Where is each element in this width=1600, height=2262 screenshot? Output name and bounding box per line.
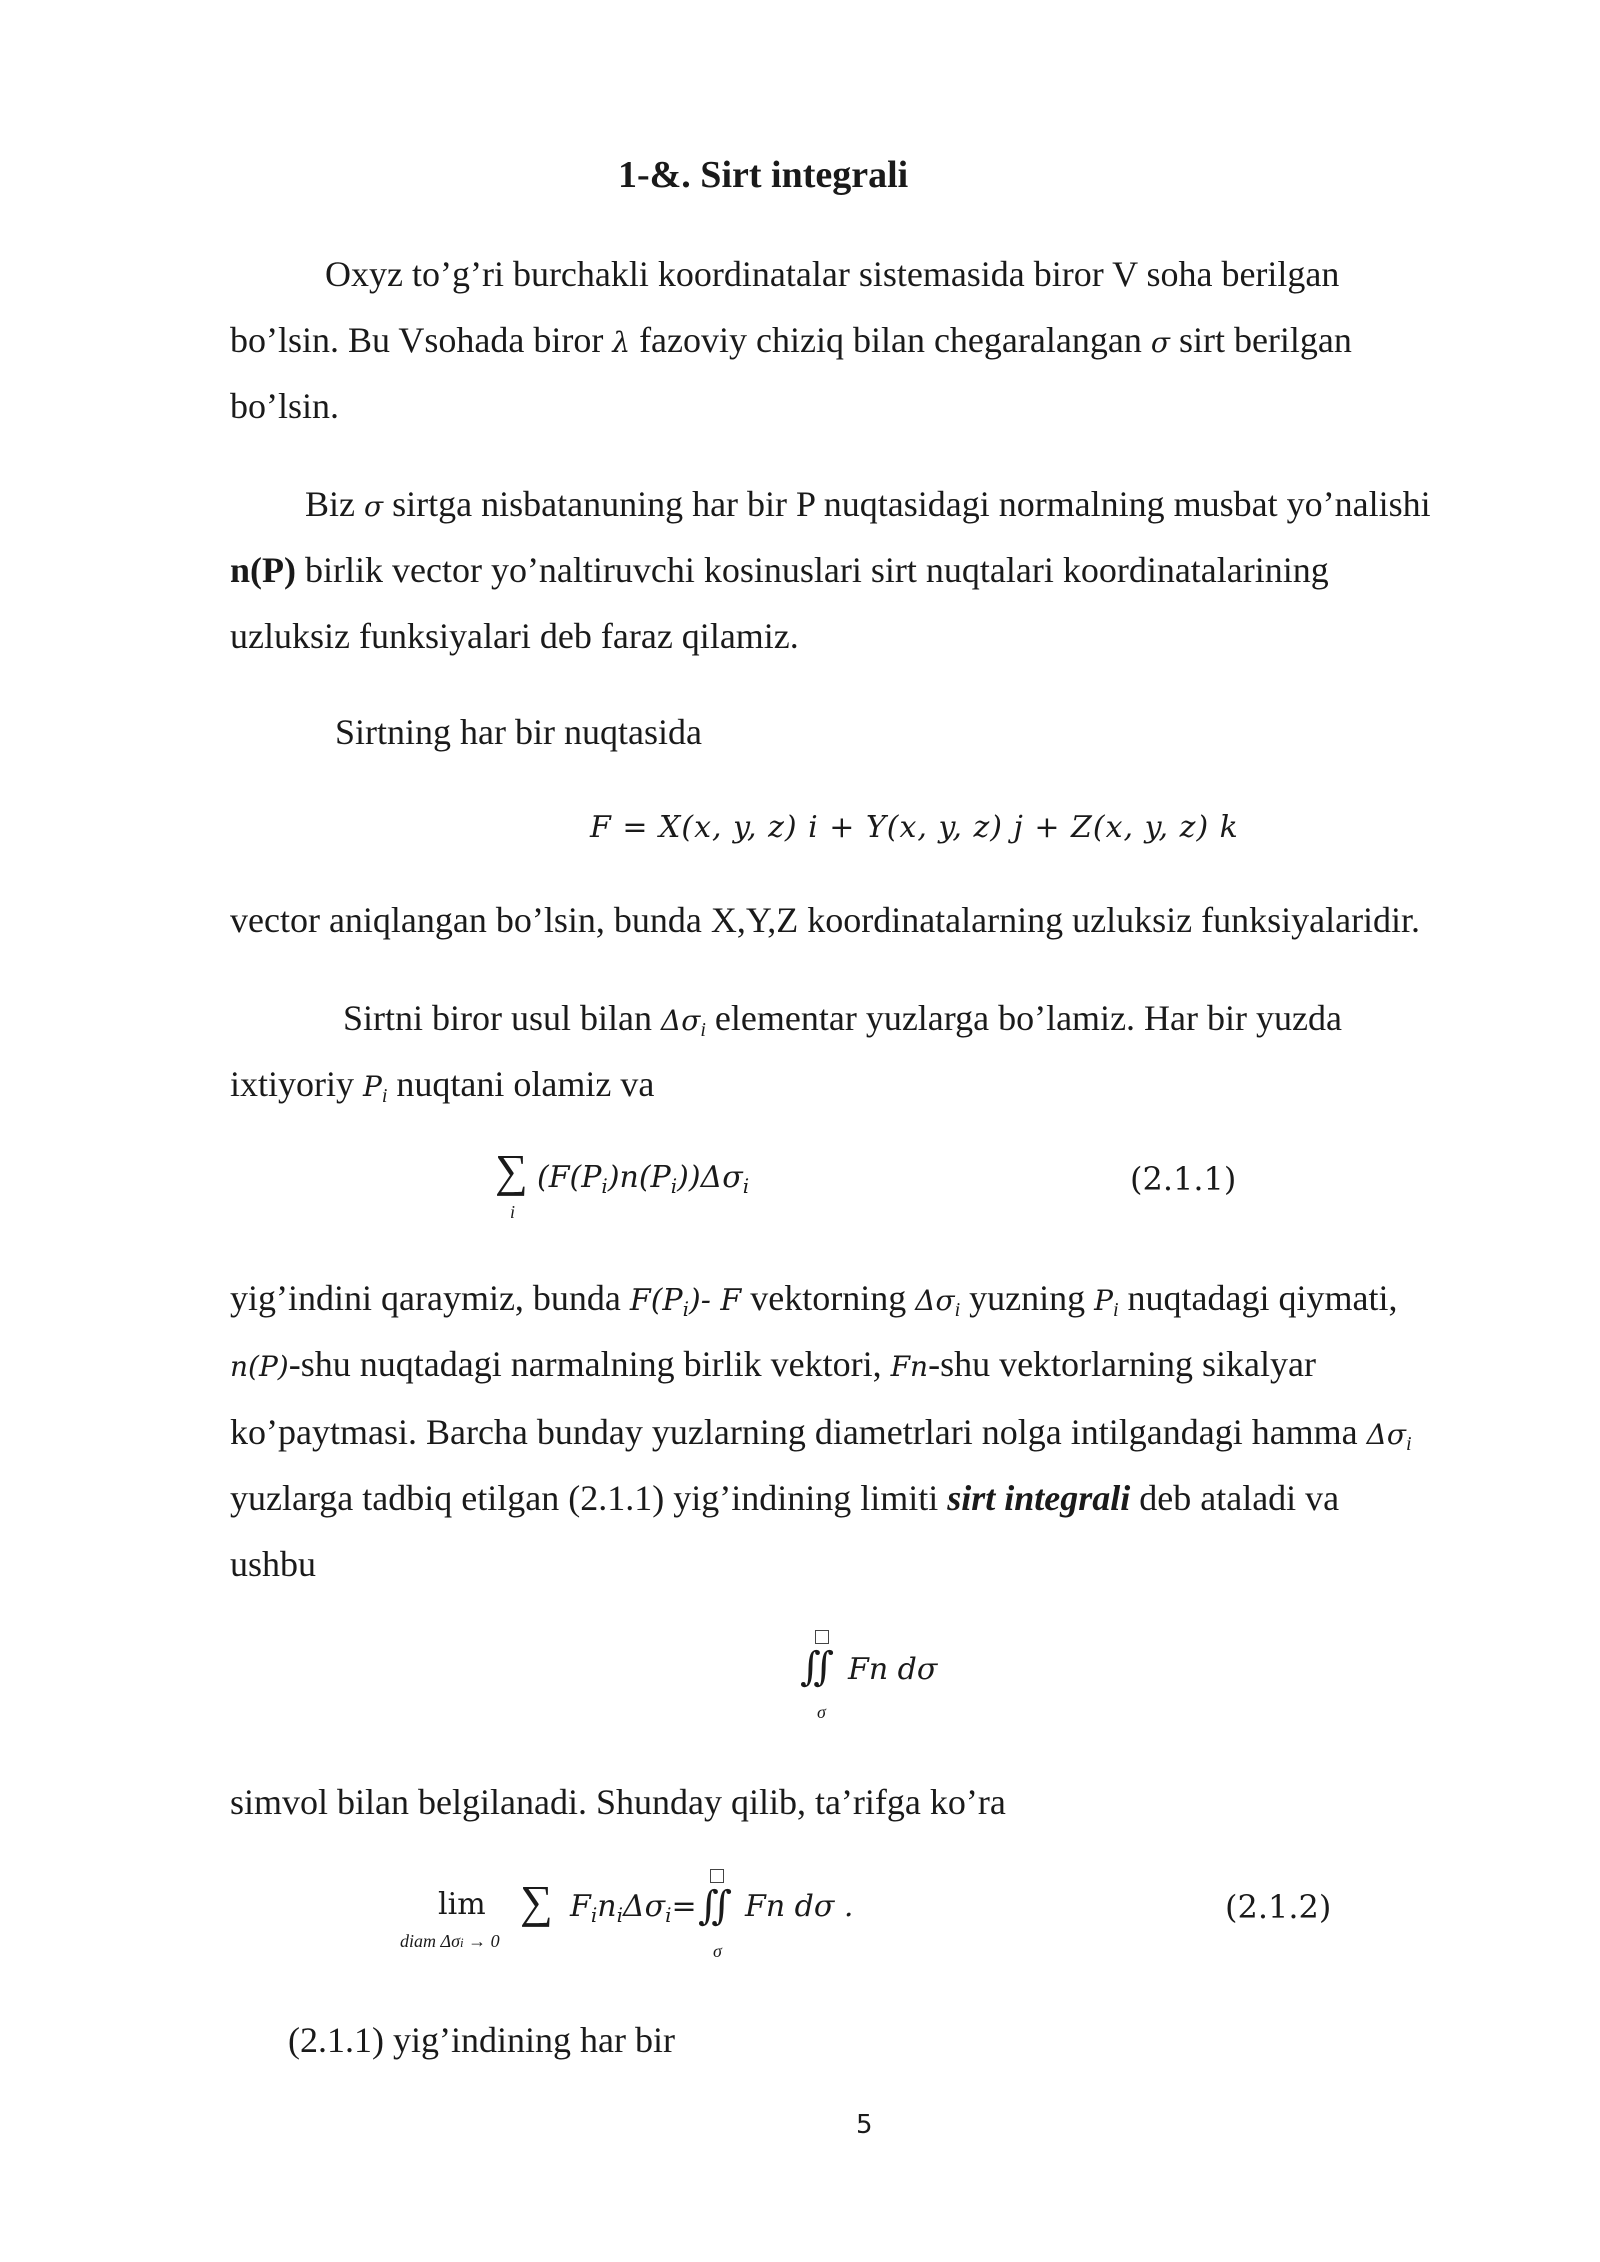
paragraph-4-line-1: Sirtni biror usul bilan $\Delta\sigma_i$ elementar yuzlarga bo’lamiz. Har bir yuzda [343, 998, 1342, 1041]
paragraph-7-line-1: (2.1.1) yig’indining har bir [288, 2020, 675, 2060]
paragraph-1-line-1: Oxyz to’g’ri burchakli koordinatalar sistemasida biror V soha berilgan [325, 254, 1340, 294]
equation-number-2-1-2: (2.1.2) [1225, 1888, 1332, 1926]
paragraph-6-line-1: simvol bilan belgilanadi. Shunday qilib, ta’rifga ko’ra [230, 1782, 1006, 1822]
section-title: 1-&. Sirt integrali [618, 154, 909, 196]
paragraph-3-line-2: vector aniqlangan bo’lsin, bunda X,Y,Z koordinatalarning uzluksiz funksiyalaridir. [230, 900, 1421, 940]
paragraph-5-line-2: n(P)-shu nuqtadagi narmalning birlik vektori, Fn-shu vektorlarning sikalyar [230, 1344, 1316, 1384]
paragraph-2-line-1: Biz σ sirtga nisbatanuning har bir P nuqtasidagi normalning musbat yo’nalishi [305, 484, 1431, 524]
paragraph-1-line-3: bo’lsin. [230, 386, 340, 426]
paragraph-5-line-3: ko’paytmasi. Barcha bunday yuzlarning diametrlari nolga intilgandagi hamma $\Delta\sigma_i$ [230, 1412, 1412, 1455]
paragraph-5-line-1: yig’indini qaraymiz, bunda $F(P_i)-$ F vektorning $\Delta\sigma_i$ yuzning $P_i$ nuqtadagi qiymati, [230, 1278, 1398, 1321]
surface-integral-symbol: ∬ Fn dσ σ [800, 1630, 940, 1730]
paragraph-4-line-2: ixtiyoriy $P_i$ nuqtani olamiz va [230, 1064, 655, 1107]
paragraph-2-line-2: n(P) birlik vector yo’naltiruvchi kosinuslari sirt nuqtalari koordinatalarining [230, 550, 1329, 590]
vector-field-formula: F = X(x, y, z) i + Y(x, y, z) j + Z(x, y, z) k [590, 810, 1239, 845]
limit-formula: lim diam Δσi → 0 ∑ $F_in_i\Delta\sigma_i=$ ∬ Fn dσ . σ [400, 1865, 960, 1975]
paragraph-5-line-5: ushbu [230, 1544, 317, 1584]
sum-formula: ∑ i $(F(P_i)n(P_i))\Delta\sigma_i$ [495, 1145, 750, 1222]
paragraph-1-line-2: bo’lsin. Bu Vsohada biror λ fazoviy chiziq bilan chegaralangan σ sirt berilgan [230, 320, 1352, 360]
paragraph-5-line-4: yuzlarga tadbiq etilgan (2.1.1) yig’indining limiti sirt integrali deb ataladi va [230, 1478, 1340, 1518]
paragraph-3-line-1: Sirtning har bir nuqtasida [335, 712, 702, 752]
page-number: 5 [856, 2110, 873, 2140]
paragraph-2-line-3: uzluksiz funksiyalari deb faraz qilamiz. [230, 616, 799, 656]
equation-number-2-1-1: (2.1.1) [1130, 1160, 1237, 1198]
